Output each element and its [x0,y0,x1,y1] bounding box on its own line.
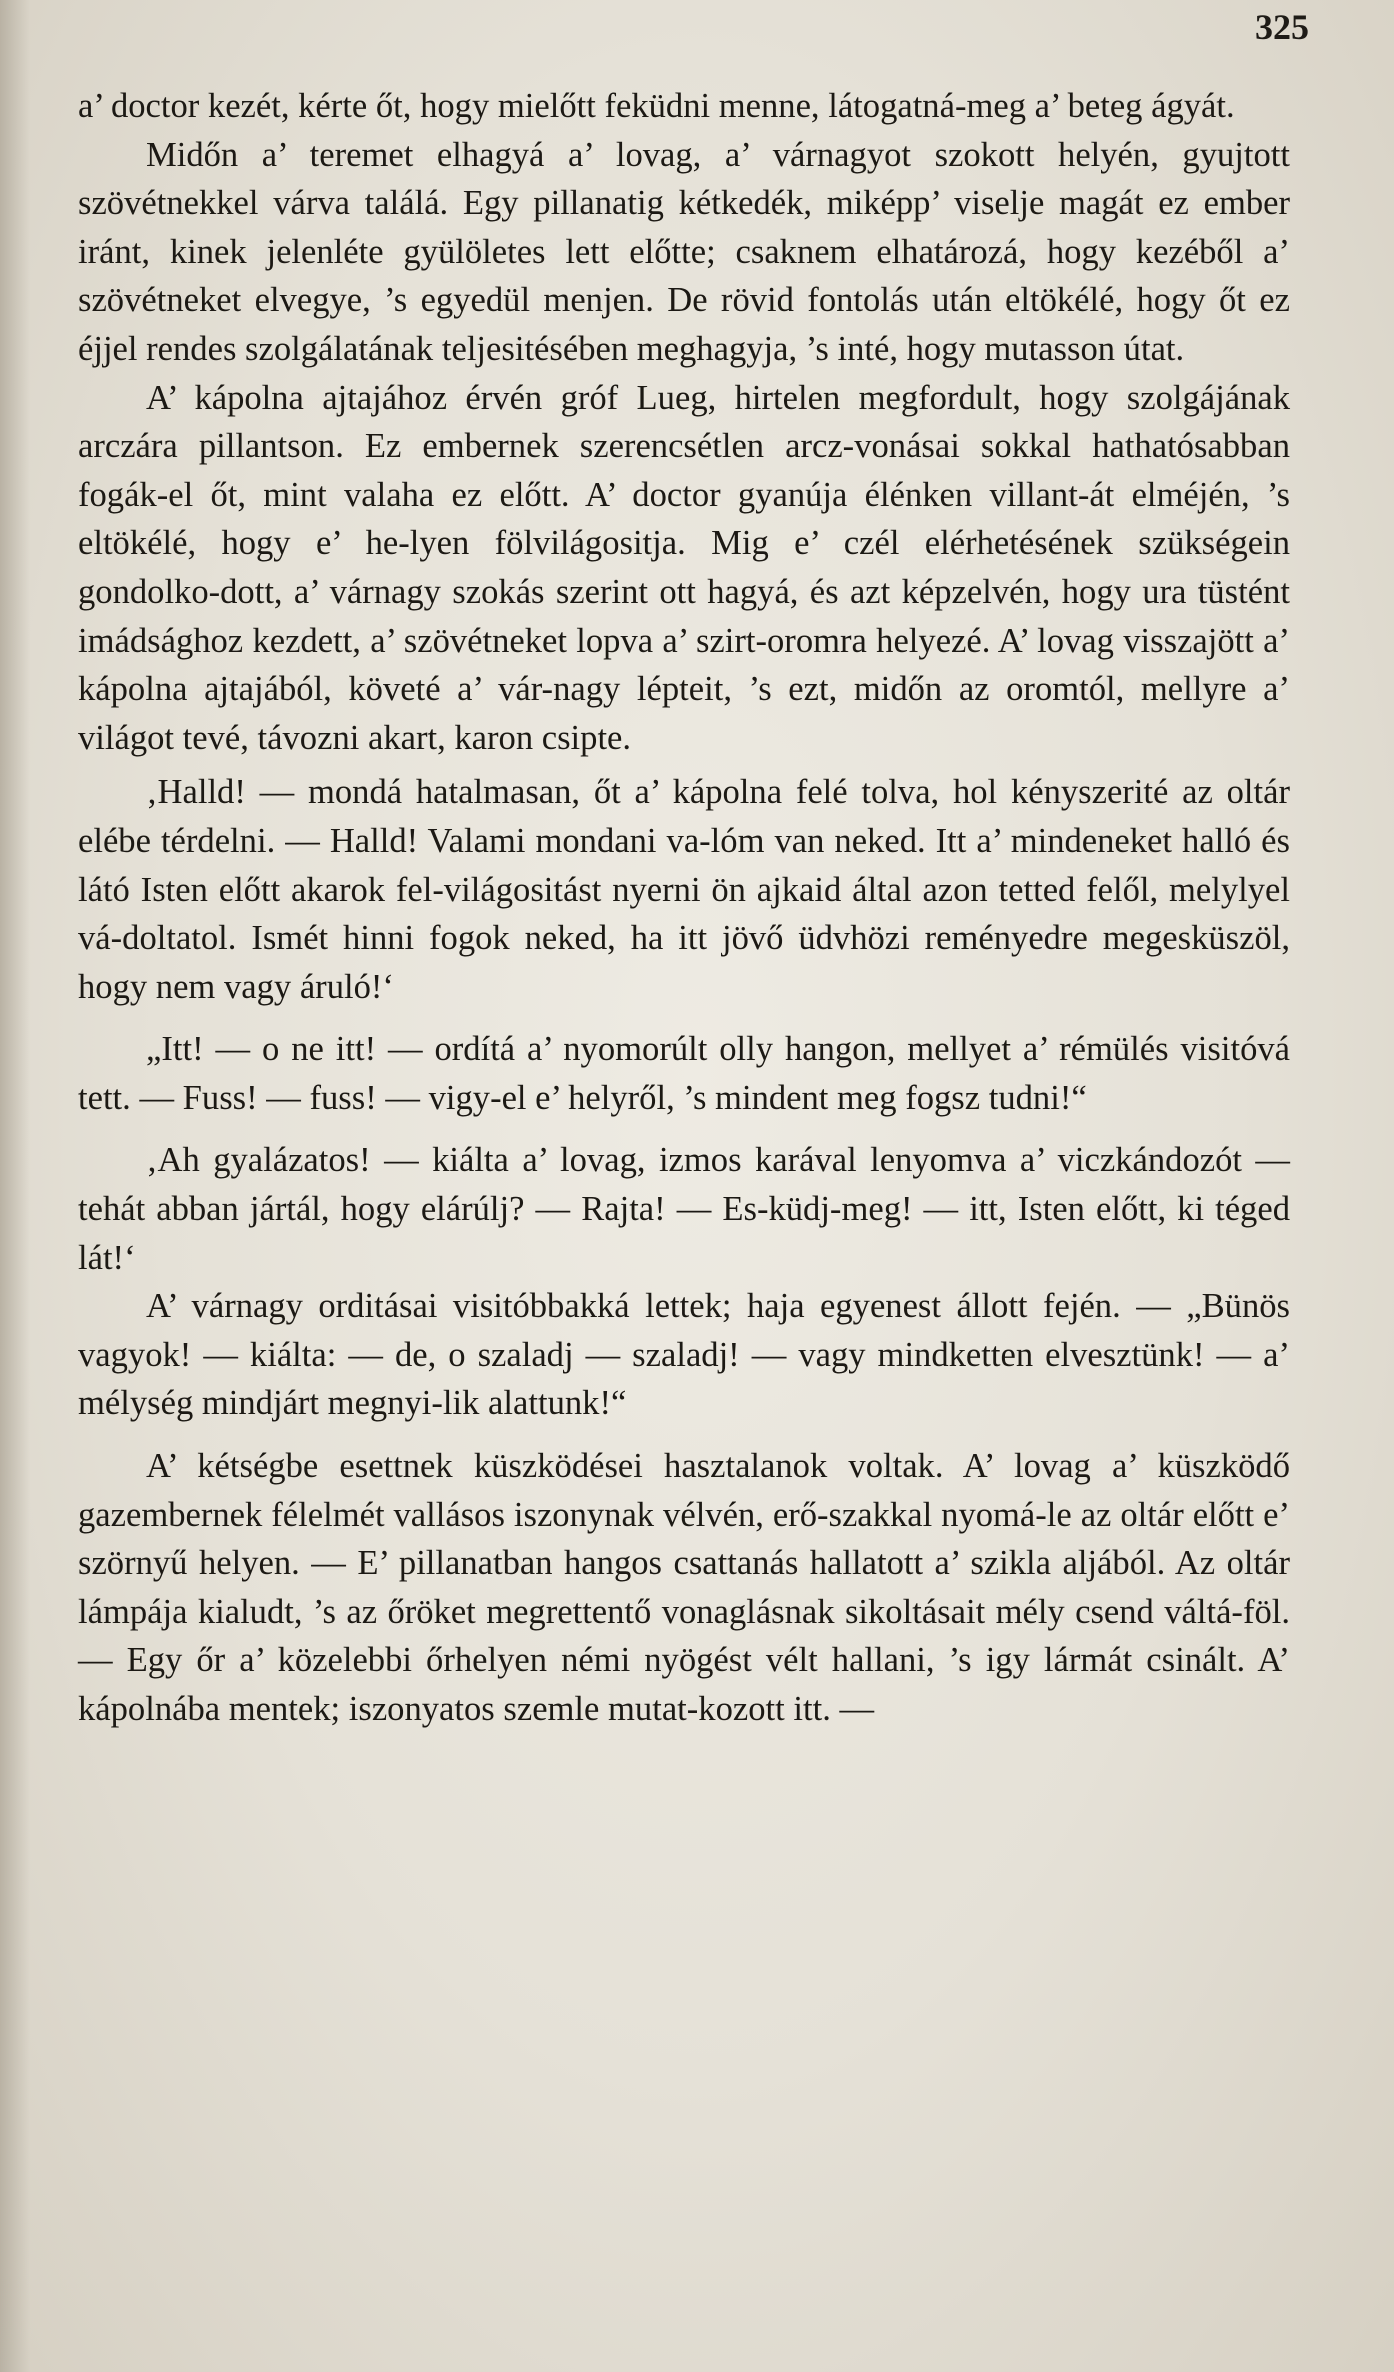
paragraph-4: ‚Halld! — mondá hatalmasan, őt a’ kápolna felé tolva, hol kényszerité az oltár elébe térdelni. — Halld! Valami mondani va-lóm van neked. Itt a’ mindeneket halló és látó Isten előtt akarok fel-világositást nyerni ön ajkaid által azon tetted felől, melylyel vá-doltatol. Ismét hinni fogok neked, ha itt jövő üdvhözi reményedre megesküszöl, hogy nem vagy áruló!‘ [78,773,1290,1006]
paragraph-1: a’ doctor kezét, kérte őt, hogy mielőtt feküdni menne, látogatná-meg a’ beteg ágyát. [78,87,1235,125]
paragraph-6: ‚Ah gyalázatos! — kiálta a’ lovag, izmos karával lenyomva a’ viczkándozót — tehát abban jártál, hogy elárúlj? — Rajta! — Es-küdj-meg! — itt, Isten előtt, ki téged lát!‘ [78,1141,1290,1277]
paragraph-5: „Itt! — o ne itt! — ordítá a’ nyomorúlt olly hangon, mellyet a’ rémülés visitóvá tett. — Fuss! — fuss! — vigy-el e’ helyről, ’s mindent meg fogsz tudni!“ [78,1030,1290,1117]
paragraph-7: A’ várnagy orditásai visitóbbakká lettek; haja egyenest állott fején. — „Bünös vagyok! — kiálta: — de, o szaladj — szaladj! — vagy mindketten elvesztünk! — a’ mélység mindjárt megnyi-lik alattunk!“ [78,1287,1290,1423]
page-edge-shadow [0,0,30,2372]
paragraph-3: A’ kápolna ajtajához érvén gróf Lueg, hirtelen megfordult, hogy szolgájának arczára pillantson. Ez embernek szerencsétlen arcz-vonásai sokkal hathatósabban fogák-el őt, mint valaha ez előtt. A’ doctor gyanúja élénken villant-át elméjén, ’s eltökélé, hogy e’ he-lyen fölvilágositja. Mig e’ czél elérhetésének szükségein gondolko-dott, a’ várnagy szokás szerint ott hagyá, és azt képzelvén, hogy ura tüstént imádsághoz kezdett, a’ szövétneket lopva a’ szirt-oromra helyezé. A’ lovag visszajött a’ kápolna ajtajából, követé a’ vár-nagy lépteit, ’s ezt, midőn az oromtól, mellyre a’ világot tevé, távozni akart, karon csipte. [78,378,1290,757]
body-text [78,82,1290,1734]
paragraph-8: A’ kétségbe esettnek küszködései hasztalanok voltak. A’ lovag a’ küszködő gazembernek félelmét vallásos iszonynak vélvén, erő-szakkal nyomá-le az oltár előtt e’ szörnyű helyen. — E’ pillanatban hangos csattanás hallatott a’ szikla aljából. Az oltár lámpája kialudt, ’s az őröket megrettentő vonaglásnak sikoltásait mély csend váltá-föl. — Egy őr a’ közelebbi őrhelyen némi nyögést vélt hallani, ’s igy lármát csinált. A’ kápolnába mentek; iszonyatos szemle mutat-kozott itt. — [78,1447,1290,1728]
page-number: 325 [1255,7,1309,47]
paragraph-2: Midőn a’ teremet elhagyá a’ lovag, a’ várnagyot szokott helyén, gyujtott szövétnekkel várva találá. Egy pillanatig kétkedék, miképp’ viselje magát ez ember iránt, kinek jelenléte gyülöletes lett előtte; csaknem elhatározá, hogy kezéből a’ szövétneket elvegye, ’s egyedül menjen. De rövid fontolás után eltökélé, hogy őt ez éjjel rendes szolgálatának teljesitésében meghagyja, ’s inté, hogy mutasson útat. [78,135,1290,368]
